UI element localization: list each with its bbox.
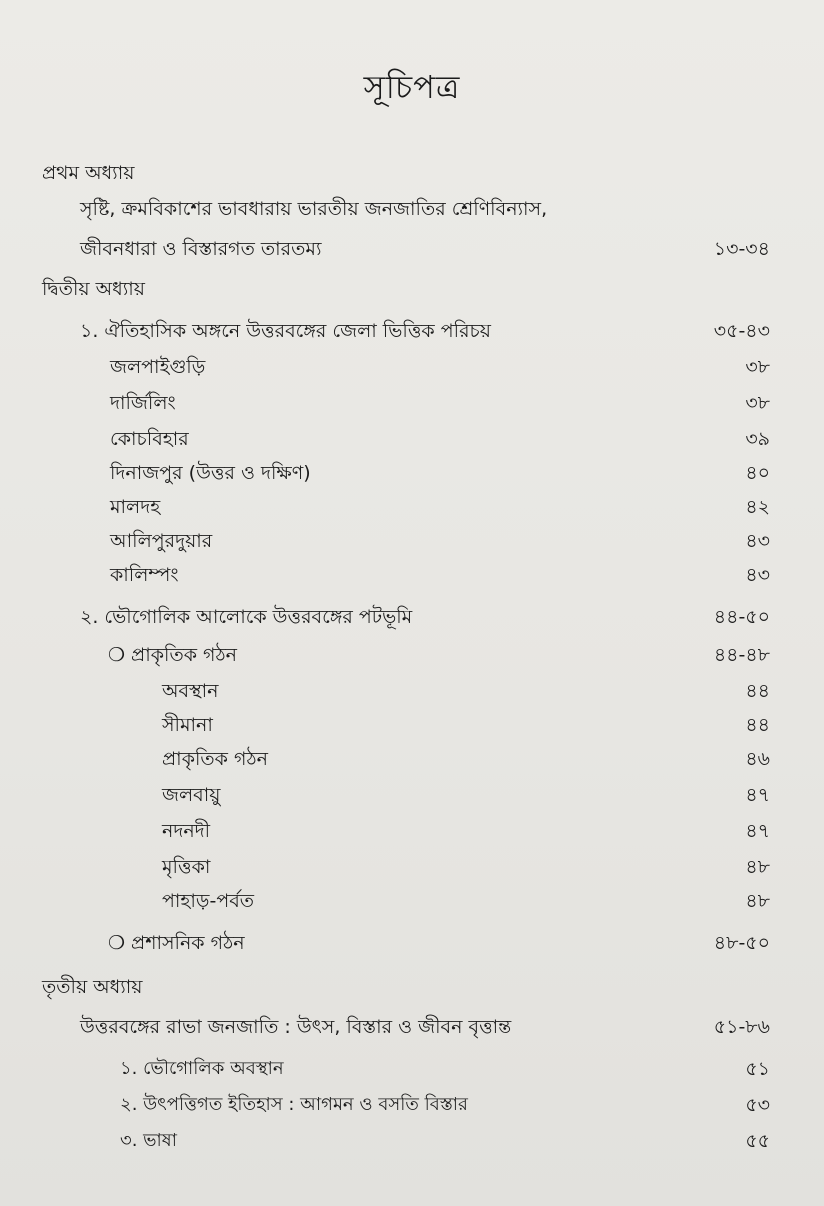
toc-entry-label: ৩. ভাষা — [120, 1130, 177, 1151]
toc-entry-label: জলপাইগুড়ি — [110, 356, 206, 378]
toc-entry-label: নদনদী — [162, 820, 211, 842]
toc-page-number: ৪৮-৫০ — [713, 932, 770, 954]
toc-page-number: ৪৪ — [745, 714, 770, 736]
toc-page-number: ৫১ — [745, 1058, 770, 1080]
toc-entry-label: কোচবিহার — [110, 428, 189, 450]
toc-page-number: ৪৩ — [745, 564, 770, 586]
toc-entry-label: দার্জিলিং — [110, 392, 176, 414]
toc-entry-label: সৃষ্টি, ক্রমবিকাশের ভাবধারায় ভারতীয় জনজাতির শ্রেণিবিন্যাস, — [80, 198, 548, 220]
toc-entry-label: পাহাড়-পর্বত — [162, 890, 255, 912]
toc-page-number: ৪৪-৫০ — [713, 606, 770, 628]
toc-page-number: ৩৯ — [745, 428, 770, 450]
toc-entry-label: দিনাজপুর (উত্তর ও দক্ষিণ) — [110, 462, 311, 484]
toc-entry-label: প্রাকৃতিক গঠন — [131, 644, 238, 666]
toc-entry-label: মালদহ — [110, 496, 161, 518]
toc-page-number: ৪৭ — [745, 784, 770, 806]
toc-page-number: ৫৫ — [745, 1130, 770, 1152]
chapter-3-heading: তৃতীয় অধ্যায় — [42, 976, 143, 998]
toc-page-number: ৪৮ — [745, 856, 770, 878]
chapter-2-heading: দ্বিতীয় অধ্যায় — [42, 278, 145, 300]
toc-entry-label: জীবনধারা ও বিস্তারগত তারতম্য — [80, 238, 322, 260]
toc-page-number: ১৩-৩৪ — [713, 238, 770, 260]
toc-page-number: ৪৮ — [745, 890, 770, 912]
toc-entry-label: কালিম্পং — [110, 564, 179, 586]
toc-page-number: ৪৭ — [745, 820, 770, 842]
toc-page-number: ৩৫-৪৩ — [713, 320, 770, 342]
toc-entry-label: অবস্থান — [162, 680, 219, 702]
toc-entry-label: প্রাকৃতিক গঠন — [162, 748, 268, 770]
toc-entry-label: সীমানা — [162, 714, 213, 736]
toc-entry-label: ২. ভৌগোলিক আলোকে উত্তরবঙ্গের পটভূমি — [80, 606, 413, 628]
toc-entry-label: প্রশাসনিক গঠন — [131, 932, 245, 954]
toc-entry-label: ২. উৎপত্তিগত ইতিহাস : আগমন ও বসতি বিস্তার — [120, 1094, 468, 1115]
toc-page-number: ৪০ — [745, 462, 770, 484]
page-title: সূচিপত্র — [363, 68, 461, 106]
circle-bullet-icon: ❍ — [108, 932, 126, 954]
toc-entry-label: মৃত্তিকা — [162, 856, 211, 878]
toc-page-number: ৪৪-৪৮ — [713, 644, 770, 666]
toc-page-number: ৪৩ — [745, 530, 770, 552]
toc-entry-label: জলবায়ু — [162, 784, 221, 806]
toc-page-number: ৫৩ — [745, 1094, 770, 1116]
circle-bullet-icon: ❍ — [108, 644, 126, 666]
toc-page-number: ৩৮ — [745, 392, 770, 414]
table-of-contents — [0, 148, 824, 1188]
toc-page-number: ৪৬ — [745, 748, 770, 770]
toc-entry-label: উত্তরবঙ্গের রাভা জনজাতি : উৎস, বিস্তার ও জীবন বৃত্তান্ত — [80, 1016, 512, 1038]
toc-page-number: ৫১-৮৬ — [713, 1016, 770, 1038]
toc-entry-label: আলিপুরদুয়ার — [110, 530, 213, 552]
toc-page-number: ৪৪ — [745, 680, 770, 702]
toc-page-number: ৪২ — [745, 496, 770, 518]
toc-entry-label: ১. ভৌগোলিক অবস্থান — [120, 1058, 284, 1079]
toc-entry-label: ১. ঐতিহাসিক অঙ্গনে উত্তরবঙ্গের জেলা ভিত্তিক পরিচয় — [80, 320, 491, 342]
toc-page-number: ৩৮ — [745, 356, 770, 378]
chapter-1-heading: প্রথম অধ্যায় — [42, 162, 135, 184]
